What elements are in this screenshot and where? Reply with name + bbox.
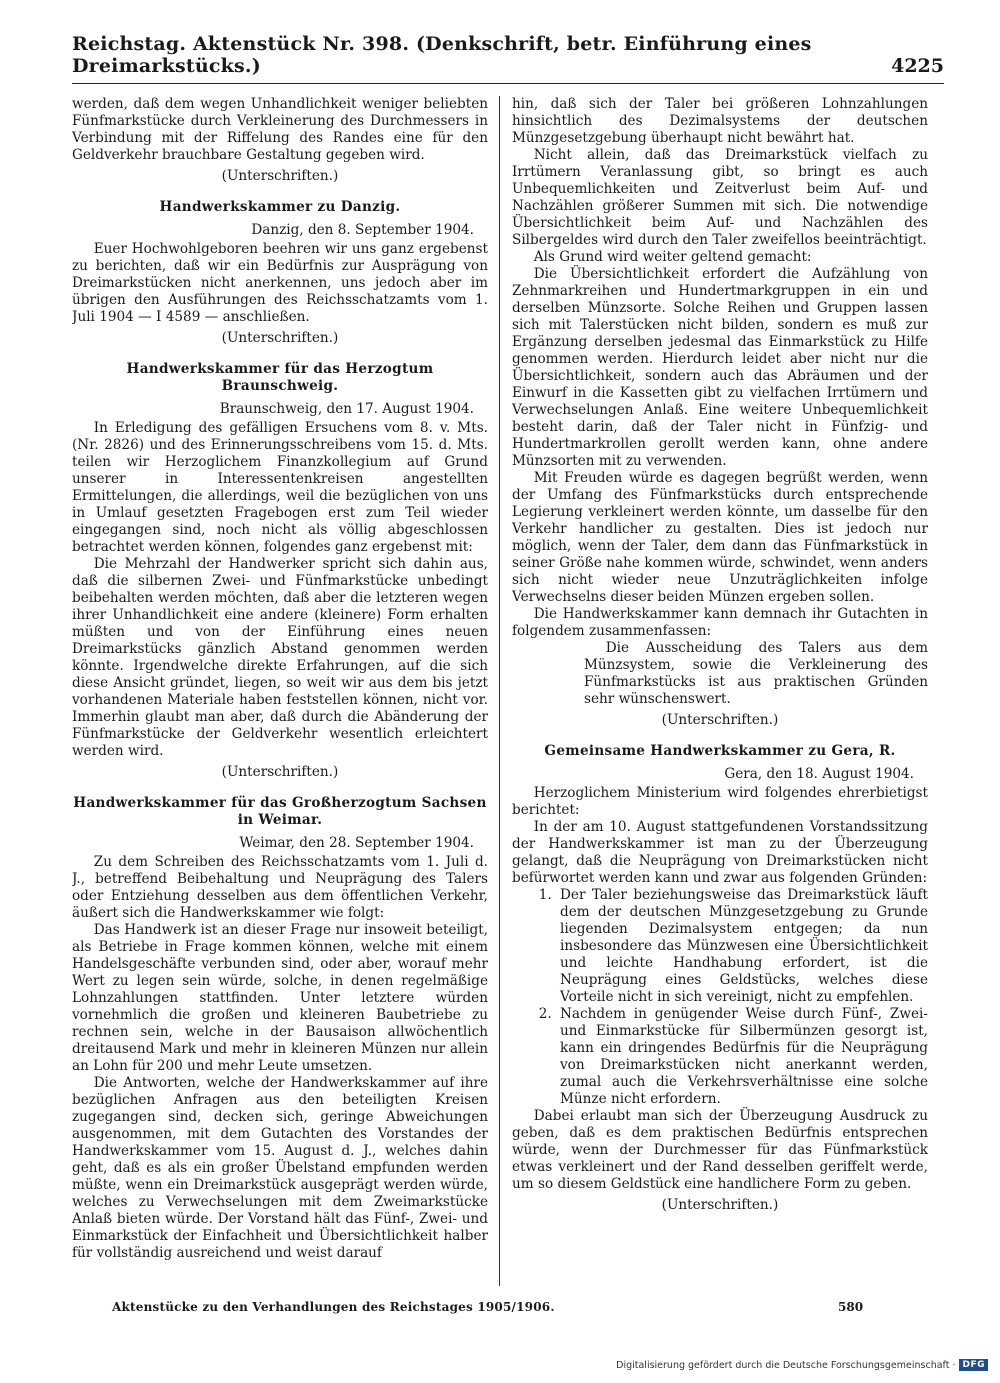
dateline-braunschweig: Braunschweig, den 17. August 1904. — [219, 401, 474, 417]
numbered-list — [512, 887, 928, 1108]
credit-text: Digitalisierung gefördert durch die Deutsche Forschungsgemeinschaft · — [616, 1359, 956, 1371]
right-column — [512, 96, 928, 1296]
dfg-logo-icon: DFG — [959, 1359, 988, 1371]
paragraph-braunschweig-1: In Erledigung des gefälligen Ersuchens vom 8. v. Mts. (Nr. 2826) und des Erinnerungsschreibens vom 15. d. Mts. teilen wir Herzoglichem Finanzkollegium auf Grund unserer in Interessentenkreisen angestellten Ermittelungen, die allerdings, weil die bezüglichen von uns in Umlauf gesetzten Fragebogen erst zum Teil wieder eingegangen sind, noch nicht als völlig abgeschlossen betrachtet werden können, folgendes ganz ergebenst mit: — [72, 420, 488, 555]
signature-note: (Unterschriften.) — [221, 764, 339, 780]
paragraph-continued-5: Mit Freuden würde es dagegen begrüßt werden, wenn der Umfang des Fünfmarkstücks durch entsprechende Legierung verkleinert werden könnte, um dasselbe für den Verkehr handlicher zu gestalten. Dies ist jedoch nur möglich, wenn der Taler, dem dann das Fünfmarkstück in seiner Größe nahe kommen würde, schwindet, wenn anders sich nicht wieder neue Unzuträglichkeiten infolge Verwechselns dieser beiden Münzen ergeben sollen. — [512, 470, 928, 605]
intro-paragraph: werden, daß dem wegen Unhandlichkeit weniger beliebten Fünfmarkstücke durch Verkleinerung des Durchmessers in Verbindung mit der Riffelung des Randes eine für den Geldverkehr brauchbare Gestaltung gegeben wird. — [72, 96, 488, 163]
section-heading-weimar: Handwerkskammer für das Großherzogtum Sachsen in Weimar. — [73, 795, 487, 828]
left-column — [72, 96, 488, 1296]
header-title: Reichstag. Aktenstück Nr. 398. (Denkschrift, betr. Einführung eines Dreimarkstücks.) — [72, 33, 812, 77]
paragraph-continued-2: Nicht allein, daß das Dreimarkstück vielfach zu Irrtümern Veranlassung gibt, so bringt es auch Unbequemlichkeiten und Zeitverlust beim Auf- und Nachzählen größerer Summen mit sich. Die notwendige Übersichtlichkeit beim Auf- und Nachzählen des Silbergeldes wird durch den Taler zweifellos beeinträchtigt. — [512, 147, 928, 248]
footer-sheet-number: 580 — [838, 1300, 864, 1314]
paragraph-continued-6: Die Handwerkskammer kann demnach ihr Gutachten in folgendem zusammenfassen: — [512, 606, 928, 639]
digitization-credit — [616, 1359, 988, 1371]
list-item: 1. Der Taler beziehungsweise das Dreimarkstück läuft dem der deutschen Münzgesetzgebung zu Grunde liegenden Dezimalsystem entgegen; da nun insbesondere das Münzwesen eine Übersichtlichkeit und leichte Handhabung erfordert, ist die Neuprägung eines Geldstücks, welches diese Vorteile nicht in sich vereinigt, nicht zu empfehlen. — [556, 887, 928, 1006]
paragraph-continued-4: Die Übersichtlichkeit erfordert die Aufzählung von Zehnmarkreihen und Hundertmarkgruppen in ein und derselben Münzsorte. Solche Reihen und Gruppen lassen sich mit Talerstücken nicht bilden, sondern es muß zur Ergänzung derselben jedesmal das Einmarkstück zu Hilfe genommen werden. Hierdurch leidet aber nicht nur die Übersichtlichkeit, sondern auch das Abräumen und der Einwurf in die Kassetten gibt zu vielfachen Irrtümern und Verwechselungen Anlaß. Eine weitere Unbequemlichkeit besteht darin, daß der Taler nicht in Fünfzig- und Hundertmarkrollen gerollt werden kann, ohne andere Münzsorten mit zu verwenden. — [512, 266, 928, 469]
page-number: 4225 — [891, 55, 944, 77]
dateline-gera: Gera, den 18. August 1904. — [724, 766, 914, 782]
paragraph-continued-1: hin, daß sich der Taler bei größeren Lohnzahlungen hinsichtlich des Dezimalsystems der deutschen Münzgesetzgebung überhaupt nicht bewährt hat. — [512, 96, 928, 146]
paragraph-gera-1: Herzoglichem Ministerium wird folgendes ehrerbietigst berichtet: — [512, 785, 928, 818]
running-header — [72, 33, 944, 84]
paragraph-gera-3: Dabei erlaubt man sich der Überzeugung Ausdruck zu geben, daß es dem praktischen Bedürfnis entsprechen würde, wenn der Durchmesser für das Fünfmarkstück etwas verkleinert und der Rand desselben geriffelt werde, um so diesem Geldstück eine handlichere Form zu geben. — [512, 1108, 928, 1192]
paragraph-continued-3: Als Grund wird weiter geltend gemacht: — [533, 249, 812, 265]
paragraph-gera-2: In der am 10. August stattgefundenen Vorstandssitzung der Handwerkskammer ist man zu der Überzeugung gelangt, daß die Neuprägung von Dreimarkstücken nicht befürwortet werden kann und zwar aus folgenden Gründen: — [512, 819, 928, 886]
document-page — [72, 33, 944, 1348]
paragraph-weimar-1: Zu dem Schreiben des Reichsschatzamts vom 1. Juli d. J., betreffend Beibehaltung und Neuprägung des Talers oder Entziehung desselben aus dem öffentlichen Verkehr, äußert sich die Handwerkskammer wie folgt: — [72, 854, 488, 921]
list-item: 2. Nachdem in genügender Weise durch Fünf-, Zwei- und Einmarkstücke für Silbermünzen gesorgt ist, kann ein dringendes Bedürfnis für die Neuprägung von Dreimarkstücken nicht anerkannt werden, zumal auch die Verkehrsverhältnisse eine solche Münze nicht erfordern. — [556, 1006, 928, 1108]
paragraph-braunschweig-2: Die Mehrzahl der Handwerker spricht sich dahin aus, daß die silbernen Zwei- und Fünfmarkstücke unbedingt beibehalten werden möchten, daß aber die letzteren wegen ihrer Unhandlichkeit eine andere (kleinere) Form erhalten müßten und von der Einführung eines neuen Dreimarkstücks gänzlich Abstand genommen werden könnte. Irgendwelche direkte Erfahrungen, auf die sich diese Ansicht gründet, liegen, so weit wir aus dem bis jetzt vorhandenen Materiale haben feststellen können, nicht vor. Immerhin glaubt man aber, daß durch die Abänderung der Fünfmarkstücke der Geldverkehr wesentlich erleichtert werden wird. — [72, 556, 488, 759]
signature-note: (Unterschriften.) — [221, 330, 339, 346]
section-heading-braunschweig: Handwerkskammer für das Herzogtum Braunschweig. — [126, 361, 434, 394]
dateline-danzig: Danzig, den 8. September 1904. — [251, 222, 474, 238]
column-divider — [499, 96, 500, 1286]
dateline-weimar: Weimar, den 28. September 1904. — [239, 835, 474, 851]
signature-note: (Unterschriften.) — [661, 712, 779, 728]
section-heading-danzig: Handwerkskammer zu Danzig. — [159, 199, 401, 215]
paragraph-weimar-3: Die Antworten, welche der Handwerkskammer auf ihre bezüglichen Anfragen aus den beteiligten Kreisen zugegangen sind, decken sich, geringe Abweichungen ausgenommen, mit dem Gutachten des Vorstandes der Handwerkskammer vom 15. August d. J., welches dahin geht, daß es als ein großer Übelstand empfunden werden müßte, wenn ein Dreimarkstück ausgeprägt werden würde, welches zu Verwechselungen mit dem Zweimarkstücke Anlaß bieten würde. Der Vorstand hält das Fünf-, Zwei- und Einmarkstück der Einfachheit und Übersichtlichkeit halber für vollständig ausreichend und weist darauf — [72, 1075, 488, 1261]
block-quote: Die Ausscheidung des Talers aus dem Münzsystem, sowie die Verkleinerung des Fünfmarkstücks ist aus praktischen Gründen sehr wünschenswert. — [584, 640, 928, 707]
paragraph-weimar-2: Das Handwerk ist an dieser Frage nur insoweit beteiligt, als Betriebe in Frage kommen können, welche mit einem Handelsgeschäfte verbunden sind, oder aber, worauf mehr Wert zu legen sein würde, solche, in denen regelmäßige Lohnzahlungen stattfinden. Unter letztere würden vornehmlich die großen und kleineren Baubetriebe zu rechnen sein, welche in der Bausaison allwöchentlich dreitausend Mark und mehr in kleineren Münzen nur allein an Lohn für 200 und mehr Leute umsetzen. — [72, 922, 488, 1074]
signature-note: (Unterschriften.) — [221, 168, 339, 184]
section-heading-gera: Gemeinsame Handwerkskammer zu Gera, R. — [544, 743, 896, 759]
paragraph-danzig: Euer Hochwohlgeboren beehren wir uns ganz ergebenst zu berichten, daß wir ein Bedürfnis zur Ausprägung von Dreimarkstücken nicht anerkennen, uns jedoch aber im übrigen den Ausführungen des Reichsschatzamts vom 1. Juli 1904 — I 4589 — anschließen. — [72, 241, 488, 325]
signature-note: (Unterschriften.) — [661, 1197, 779, 1213]
footer-series-title: Aktenstücke zu den Verhandlungen des Reichstages 1905/1906. — [112, 1300, 555, 1314]
